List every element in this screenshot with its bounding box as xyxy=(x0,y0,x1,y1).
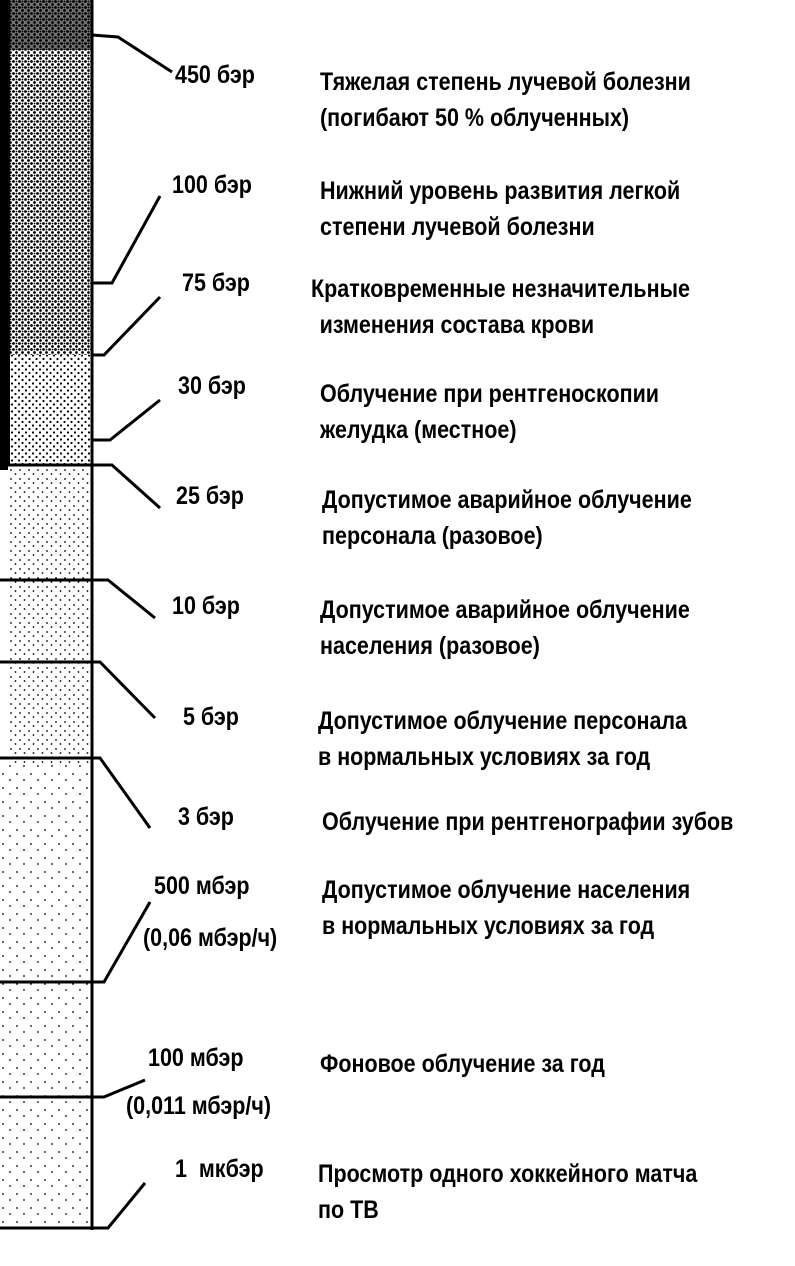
column-segment-dense xyxy=(10,140,92,355)
dose-label: 100 бэр xyxy=(172,171,252,199)
level-description xyxy=(311,271,690,343)
level-description xyxy=(318,703,687,775)
level-description xyxy=(322,482,692,554)
column-segment-sparse xyxy=(0,765,92,1230)
description-line-2: желудка (местное) xyxy=(320,416,517,444)
description-line-1: Допустимое облучение персонала xyxy=(318,707,688,735)
description-line-1: Допустимое аварийное облучение xyxy=(322,486,692,514)
description-line-2: в нормальных условиях за год xyxy=(322,912,655,940)
column-segment-medium xyxy=(10,355,92,465)
description-line-2: персонала (разовое) xyxy=(322,522,543,550)
description-line-1: Нижний уровень развития легкой xyxy=(320,177,681,205)
dose-label: 10 бэр xyxy=(172,592,240,620)
description-line-1: Облучение при рентгеноскопии xyxy=(320,380,660,408)
dose-rate-label: (0,011 мбэр/ч) xyxy=(126,1092,271,1120)
dose-label: 3 бэр xyxy=(178,803,234,831)
dose-label: 75 бэр xyxy=(182,269,250,297)
description-line-1: Облучение при рентгенографии зубов xyxy=(322,808,734,836)
level-description xyxy=(320,592,690,664)
dose-label xyxy=(154,873,249,901)
description-line-2: в нормальных условиях за год xyxy=(318,743,651,771)
description-line-2: степени лучевой болезни xyxy=(320,213,595,241)
description-line-2: населения (разовое) xyxy=(320,632,540,660)
level-description xyxy=(320,1046,605,1082)
level-description xyxy=(322,872,690,944)
dose-label: 100 мбэр xyxy=(148,1044,244,1072)
dose-label: 1 мкбэр xyxy=(175,1155,264,1183)
dose-rate-label: (0,06 мбэр/ч) xyxy=(143,924,278,952)
description-line-2: по ТВ xyxy=(318,1196,379,1224)
description-line-1: Тяжелая степень лучевой болезни xyxy=(320,68,691,96)
description-line-1: Просмотр одного хоккейного матча xyxy=(318,1160,698,1188)
dose-label: 30 бэр xyxy=(178,372,246,400)
level-description xyxy=(320,376,659,448)
description-line-1: Фоновое облучение за год xyxy=(320,1050,605,1078)
level-description xyxy=(322,804,733,840)
dose-value: 500 мбэр xyxy=(154,872,250,900)
dose-label: 450 бэр xyxy=(175,61,255,89)
description-line-1: Кратковременные незначительные xyxy=(311,275,690,303)
description-line-1: Допустимое облучение населения xyxy=(322,876,691,904)
level-description xyxy=(318,1156,697,1228)
level-description xyxy=(320,64,691,136)
column-segment-top xyxy=(0,0,10,470)
column-segment-light xyxy=(8,465,92,765)
dose-label: 5 бэр xyxy=(183,703,239,731)
level-description xyxy=(320,173,680,245)
dose-label: 25 бэр xyxy=(176,482,244,510)
description-line-2: (погибают 50 % облученных) xyxy=(320,104,630,132)
description-line-1: Допустимое аварийное облучение xyxy=(320,596,690,624)
description-line-2: изменения состава крови xyxy=(319,311,595,339)
